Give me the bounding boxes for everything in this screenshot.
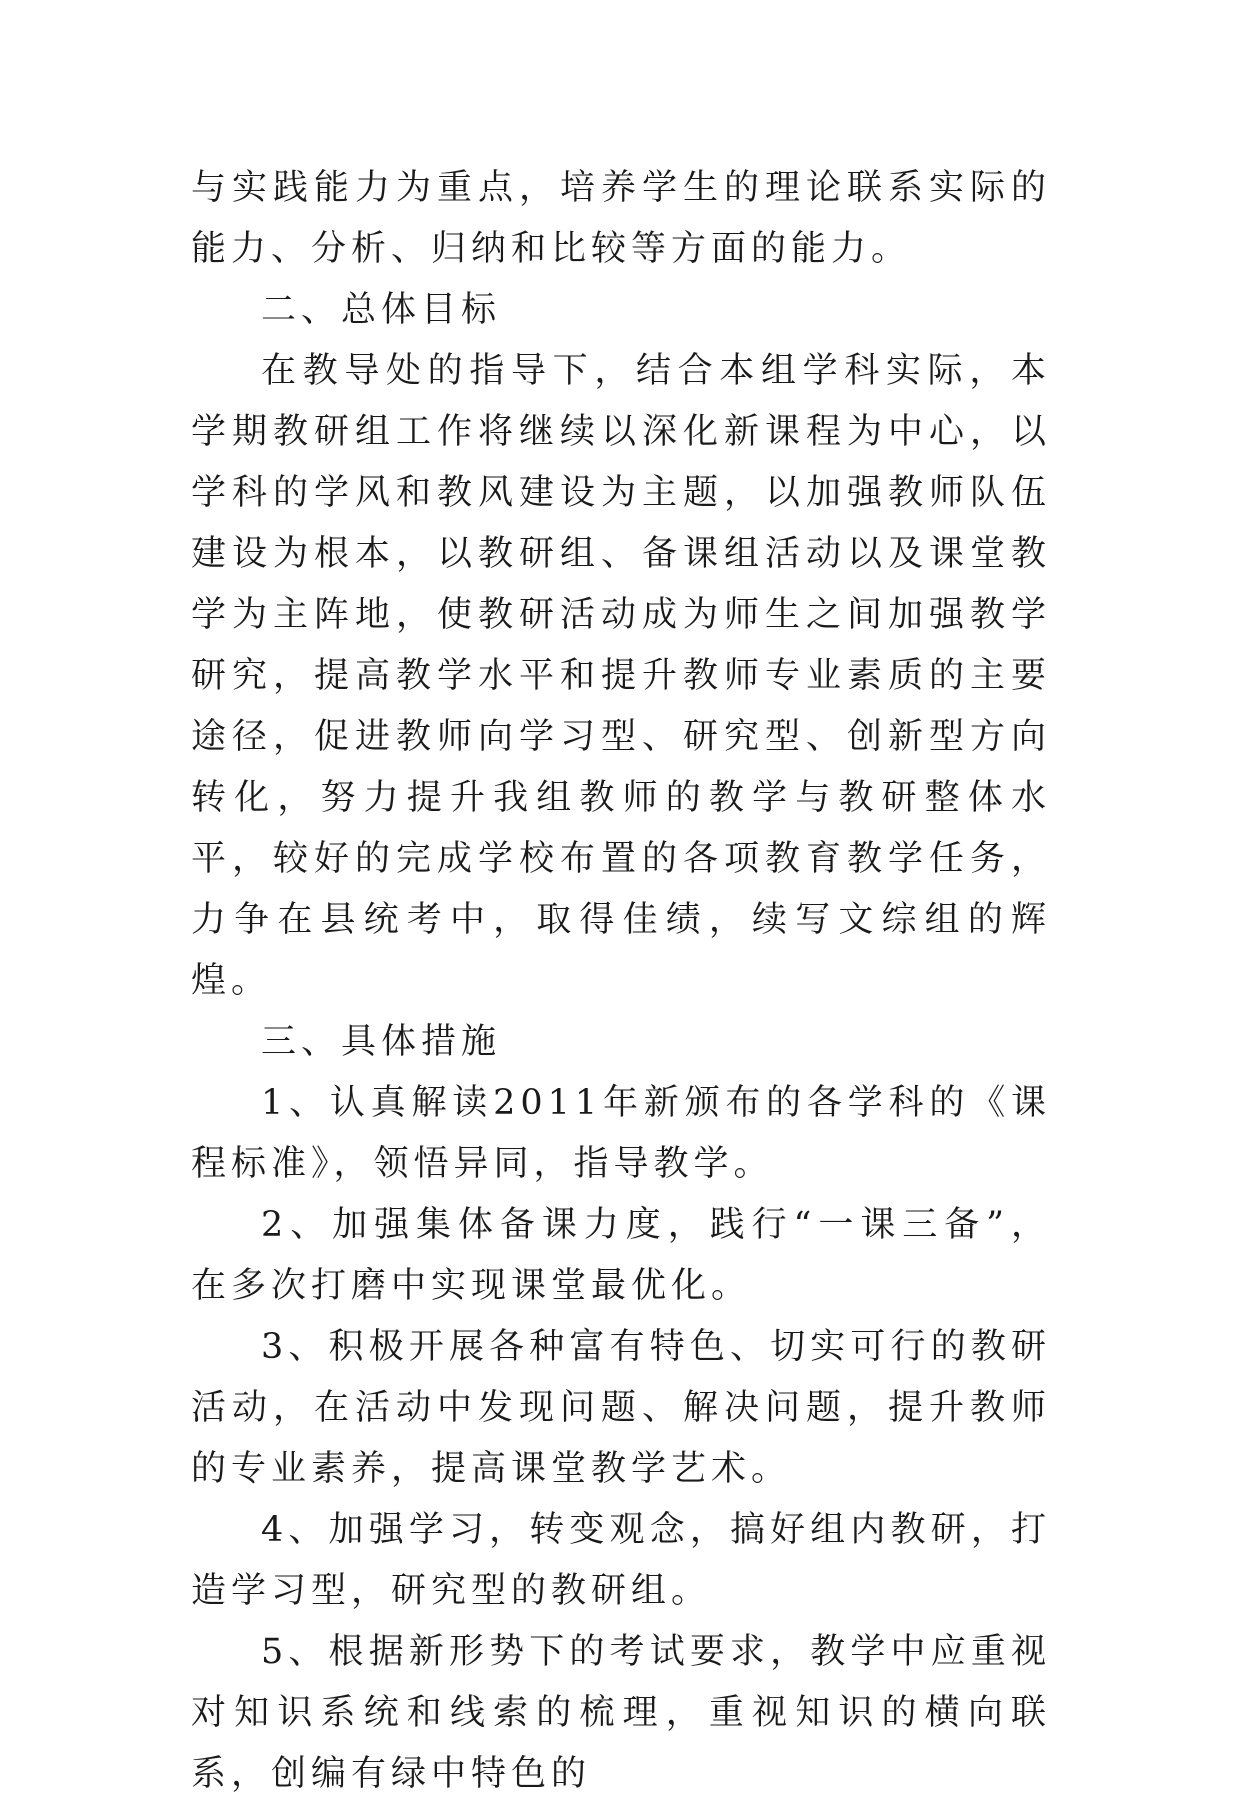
document-page (191, 158, 1051, 1805)
paragraph-intro-continuation: 与实践能力为重点，培养学生的理论联系实际的能力、分析、归纳和比较等方面的能力。 (191, 168, 1051, 269)
paragraph-overall-goals: 在教导处的指导下，结合本组学科实际，本学期教研组工作将继续以深化新课程为中心，以学科的学风和教风建设为主题，以加强教师队伍建设为根本，以教研组、备课组活动以及课堂教学为主阵地，使教研活动成为师生之间加强教学研究，提高教学水平和提升教师专业素质的主要途径，促进教师向学习型、研究型、创新型方向转化，努力提升我组教师的教学与教研整体水平，较好的完成学校布置的各项教育教学任务，力争在县统考中，取得佳绩，续写文综组的辉煌。 (191, 351, 1051, 1001)
section-heading-specific-measures: 三、具体措施 (261, 1022, 502, 1062)
section-heading-overall-goals: 二、总体目标 (261, 290, 502, 330)
measure-item-4: 4、加强学习，转变观念，搞好组内教研，打造学习型，研究型的教研组。 (191, 1510, 1051, 1611)
measure-item-3: 3、积极开展各种富有特色、切实可行的教研活动，在活动中发现问题、解决问题，提升教师的专业素养，提高课堂教学艺术。 (191, 1327, 1051, 1489)
measure-item-2: 2、加强集体备课力度，践行“一课三备”，在多次打磨中实现课堂最优化。 (191, 1205, 1051, 1306)
measure-item-5: 5、根据新形势下的考试要求，教学中应重视对知识系统和线索的梳理，重视知识的横向联系，创编有绿中特色的 (191, 1632, 1051, 1794)
measure-item-1: 1、认真解读2011年新颁布的各学科的《课程标准》，领悟异同，指导教学。 (191, 1083, 1051, 1184)
